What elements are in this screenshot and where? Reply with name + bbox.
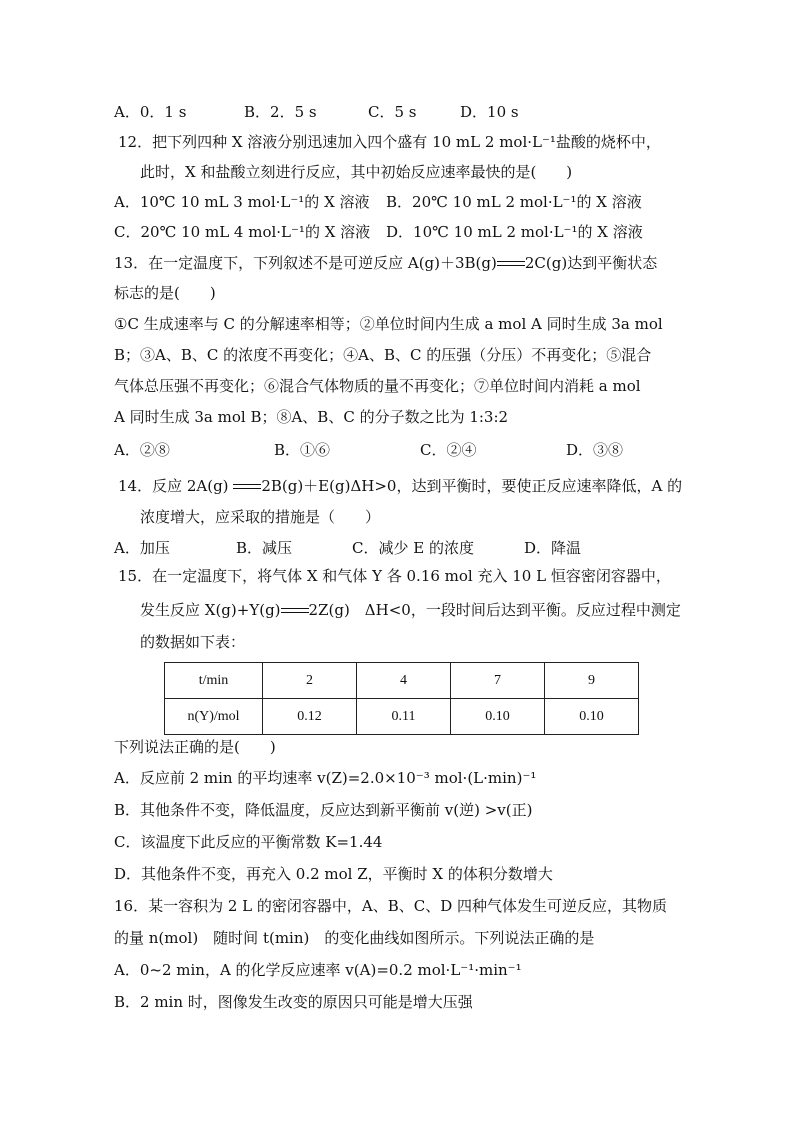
q12-option-a: A．10℃ 10 mL 3 mol·L⁻¹的 X 溶液 — [114, 193, 370, 211]
q13-option-a: A．②⑧ — [114, 441, 170, 459]
q15-option-d: D．其他条件不变，再充入 0.2 mol Z，平衡时 X 的体积分数增大 — [114, 865, 553, 883]
table-cell: 0.11 — [357, 699, 451, 735]
table-header-cell: n(Y)/mol — [165, 699, 263, 735]
q13-body-line3: 气体总压强不再变化；⑥混合气体物质的量不再变化；⑦单位时间内消耗 a mol — [114, 377, 641, 395]
table-cell: 0.10 — [451, 699, 545, 735]
q12-option-b: B．20℃ 10 mL 2 mol·L⁻¹的 X 溶液 — [386, 193, 642, 211]
table-cell: 2 — [263, 663, 357, 699]
table-cell: 9 — [545, 663, 639, 699]
q13-body-line2: B；③A、B、C 的浓度不再变化；④A、B、C 的压强（分压）不再变化；⑤混合 — [114, 346, 652, 364]
q13-options — [114, 440, 623, 460]
q13-stem-line1 — [114, 253, 657, 273]
table-cell: 0.10 — [545, 699, 639, 735]
q14-options — [114, 538, 581, 558]
q11-option-b: B．2．5 s — [244, 103, 317, 121]
q13-stem-part2: 2C(g)达到平衡状态 — [524, 254, 658, 272]
q15-option-a: A．反应前 2 min 的平均速率 v(Z)=2.0×10⁻³ mol·(L·min)⁻¹ — [114, 769, 537, 787]
q11-options — [114, 102, 519, 122]
q13-option-b: B．①⑥ — [274, 441, 331, 459]
q12-stem-line1: 12．把下列四种 X 溶液分别迅速加入四个盛有 10 mL 2 mol·L⁻¹盐酸的烧杯中， — [118, 133, 661, 151]
equilibrium-arrow-icon — [281, 606, 309, 616]
q15-prompt: 下列说法正确的是( ) — [114, 738, 276, 756]
table-cell: 0.12 — [263, 699, 357, 735]
q13-body-line4: A 同时生成 3a mol B；⑧A、B、C 的分子数之比为 1:3:2 — [114, 408, 509, 426]
q16-stem-line2: 的量 n(mol) 随时间 t(min) 的变化曲线如图所示。下列说法正确的是 — [114, 929, 595, 947]
q12-option-c: C．20℃ 10 mL 4 mol·L⁻¹的 X 溶液 — [114, 223, 371, 241]
q14-stem-part2: 2B(g)＋E(g)ΔH>0，达到平衡时，要使正反应速率降低，A 的 — [261, 477, 683, 495]
q14-option-c: C．减少 E 的浓度 — [352, 539, 474, 557]
q14-stem-part1: 14．反应 2A(g) — [118, 477, 234, 495]
equilibrium-arrow-icon — [497, 259, 525, 269]
table-cell: 4 — [357, 663, 451, 699]
q14-option-d: D．降温 — [524, 539, 582, 557]
q16-option-b: B．2 min 时，图像发生改变的原因只可能是增大压强 — [114, 993, 473, 1011]
q14-stem-line1 — [118, 476, 682, 496]
q13-stem-line2: 标志的是( ) — [114, 284, 216, 302]
q13-option-c: C．②④ — [420, 441, 477, 459]
table-row — [165, 699, 639, 735]
q16-option-a: A．0~2 min，A 的化学反应速率 v(A)=0.2 mol·L⁻¹·min⁻¹ — [114, 961, 522, 979]
q15-option-b: B．其他条件不变，降低温度，反应达到新平衡前 v(逆) >v(正) — [114, 801, 533, 819]
table-header-cell: t/min — [165, 663, 263, 699]
q14-stem-line2: 浓度增大，应采取的措施是（ ） — [140, 508, 381, 526]
q15-data-table — [164, 662, 639, 735]
q11-option-a: A．0．1 s — [114, 103, 187, 121]
q11-option-c: C．5 s — [368, 103, 417, 121]
q15-stem-line2 — [140, 600, 681, 620]
q16-stem-line1: 16．某一容积为 2 L 的密闭容器中，A、B、C、D 四种气体发生可逆反应，其物质 — [114, 897, 668, 915]
q13-body-line1: ①C 生成速率与 C 的分解速率相等；②单位时间内生成 a mol A 同时生成 3a mol — [114, 315, 663, 333]
q11-option-d: D．10 s — [460, 103, 519, 121]
table-cell: 7 — [451, 663, 545, 699]
q14-option-a: A．加压 — [114, 539, 170, 557]
q15-stem-part1: 发生反应 X(g)+Y(g) — [140, 601, 281, 619]
q15-option-c: C．该温度下此反应的平衡常数 K=1.44 — [114, 833, 383, 851]
q12-options-row1 — [114, 192, 642, 212]
q12-stem-line2: 此时，X 和盐酸立刻进行反应，其中初始反应速率最快的是( ) — [140, 163, 573, 181]
q15-stem-line3: 的数据如下表： — [140, 633, 246, 651]
q13-stem-part1: 13．在一定温度下，下列叙述不是可逆反应 A(g)＋3B(g) — [114, 254, 497, 272]
q12-option-d: D．10℃ 10 mL 2 mol·L⁻¹的 X 溶液 — [386, 223, 643, 241]
q15-stem-part2: 2Z(g) ΔH<0，一段时间后达到平衡。反应过程中测定 — [308, 601, 681, 619]
q12-options-row2 — [114, 222, 643, 242]
q14-option-b: B．减压 — [236, 539, 293, 557]
table-row — [165, 663, 639, 699]
q13-option-d: D．③⑧ — [566, 441, 624, 459]
q15-stem-line1: 15．在一定温度下，将气体 X 和气体 Y 各 0.16 mol 充入 10 L 恒容密闭容器中， — [118, 567, 671, 585]
equilibrium-arrow-icon — [233, 482, 261, 492]
